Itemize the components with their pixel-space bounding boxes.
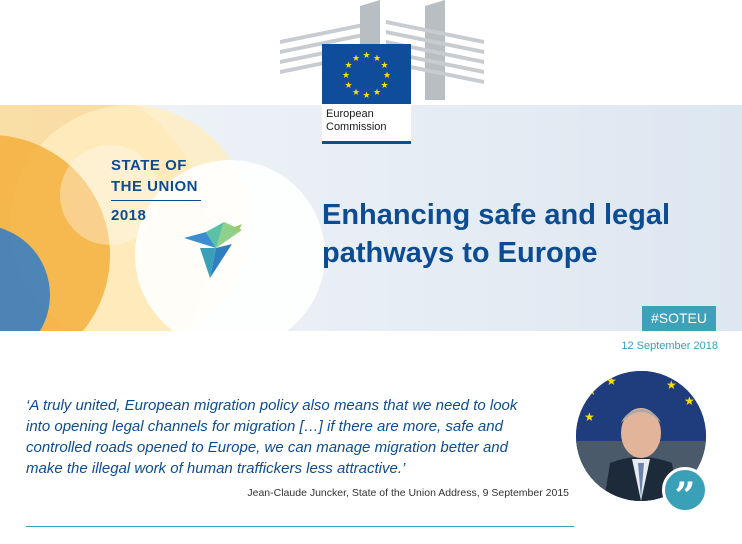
logo-line-2: Commission <box>326 121 387 133</box>
state-of-the-union-label <box>111 155 201 226</box>
svg-text:★: ★ <box>382 71 392 81</box>
eu-flag <box>322 44 411 104</box>
logo-text <box>322 104 411 144</box>
quote-text <box>26 395 566 479</box>
svg-text:★: ★ <box>372 54 382 64</box>
title-line-2: pathways to Europe <box>322 237 598 269</box>
sotu-year: 2018 <box>111 207 147 224</box>
sotu-divider <box>111 200 201 201</box>
svg-text:★: ★ <box>586 384 597 398</box>
eu-stars-icon <box>322 44 411 104</box>
quote-line-3: controlled roads opened to Europe, we can manage migration better and <box>26 439 508 456</box>
hashtag-badge: #SOTEU <box>642 306 716 331</box>
publication-date: 12 September 2018 <box>621 340 718 352</box>
svg-text:★: ★ <box>351 54 361 64</box>
svg-text:★: ★ <box>341 71 351 81</box>
svg-text:★: ★ <box>372 88 382 98</box>
svg-text:★: ★ <box>684 394 695 408</box>
svg-text:★: ★ <box>606 374 617 388</box>
quote-line-4: make the illegal work of human traffickers less attractive.’ <box>26 460 406 477</box>
quote-attribution: Jean-Claude Juncker, State of the Union Address, 9 September 2015 <box>247 487 569 499</box>
title-line-1: Enhancing safe and legal <box>322 199 671 231</box>
european-commission-logo <box>280 0 484 150</box>
divider-line <box>26 526 574 527</box>
svg-text:★: ★ <box>666 378 677 392</box>
bird-icon <box>180 218 246 278</box>
logo-line-1: European <box>326 108 374 120</box>
svg-text:★: ★ <box>351 88 361 98</box>
svg-text:★: ★ <box>362 51 371 61</box>
svg-text:★: ★ <box>344 61 353 71</box>
quote-line-1: ‘A truly united, European migration policy also means that we need to look <box>26 397 518 414</box>
svg-text:★: ★ <box>362 91 371 101</box>
sotu-line-2: THE UNION <box>111 178 198 195</box>
quote-icon: ” <box>662 467 708 513</box>
svg-text:★: ★ <box>344 81 353 91</box>
svg-text:★: ★ <box>380 81 389 91</box>
quote-line-2: into opening legal channels for migration […] if there are more, safe and <box>26 418 503 435</box>
svg-text:★: ★ <box>584 410 595 424</box>
sotu-line-1: STATE OF <box>111 157 187 174</box>
svg-text:★: ★ <box>380 61 389 71</box>
page-title <box>322 196 732 272</box>
